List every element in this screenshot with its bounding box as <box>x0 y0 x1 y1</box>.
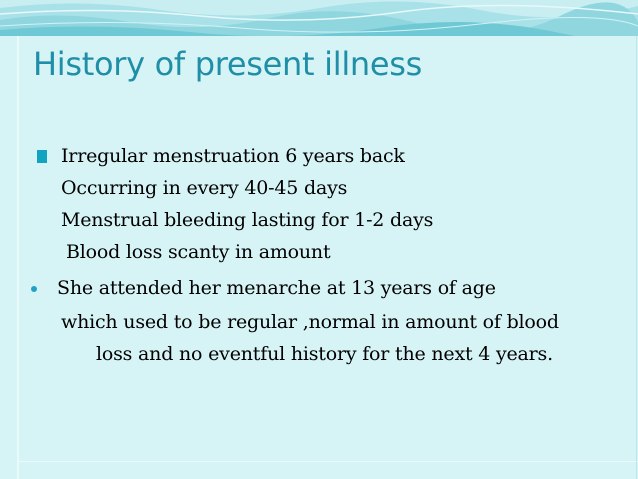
right-border-rule <box>636 36 637 479</box>
round-bullet-icon <box>31 286 37 292</box>
body-line-2: Occurring in every 40-45 days <box>61 177 348 199</box>
bullet-text-2: She attended her menarche at 13 years of age <box>57 277 496 299</box>
body-line-4: Blood loss scanty in amount <box>66 241 331 263</box>
body-line-7: loss and no eventful history for the next 4 years. <box>96 343 553 365</box>
decorative-wave-band <box>0 0 638 36</box>
bottom-border-rule <box>17 461 638 462</box>
slide-title: History of present illness <box>33 45 423 83</box>
square-bullet-icon <box>37 150 47 163</box>
bullet-text-1: Irregular menstruation 6 years back <box>61 145 405 167</box>
wave-pattern <box>0 0 638 36</box>
body-line-3: Menstrual bleeding lasting for 1-2 days <box>61 209 434 231</box>
body-line-6: which used to be regular ,normal in amount of blood <box>61 311 559 333</box>
left-border-rule <box>17 36 19 479</box>
